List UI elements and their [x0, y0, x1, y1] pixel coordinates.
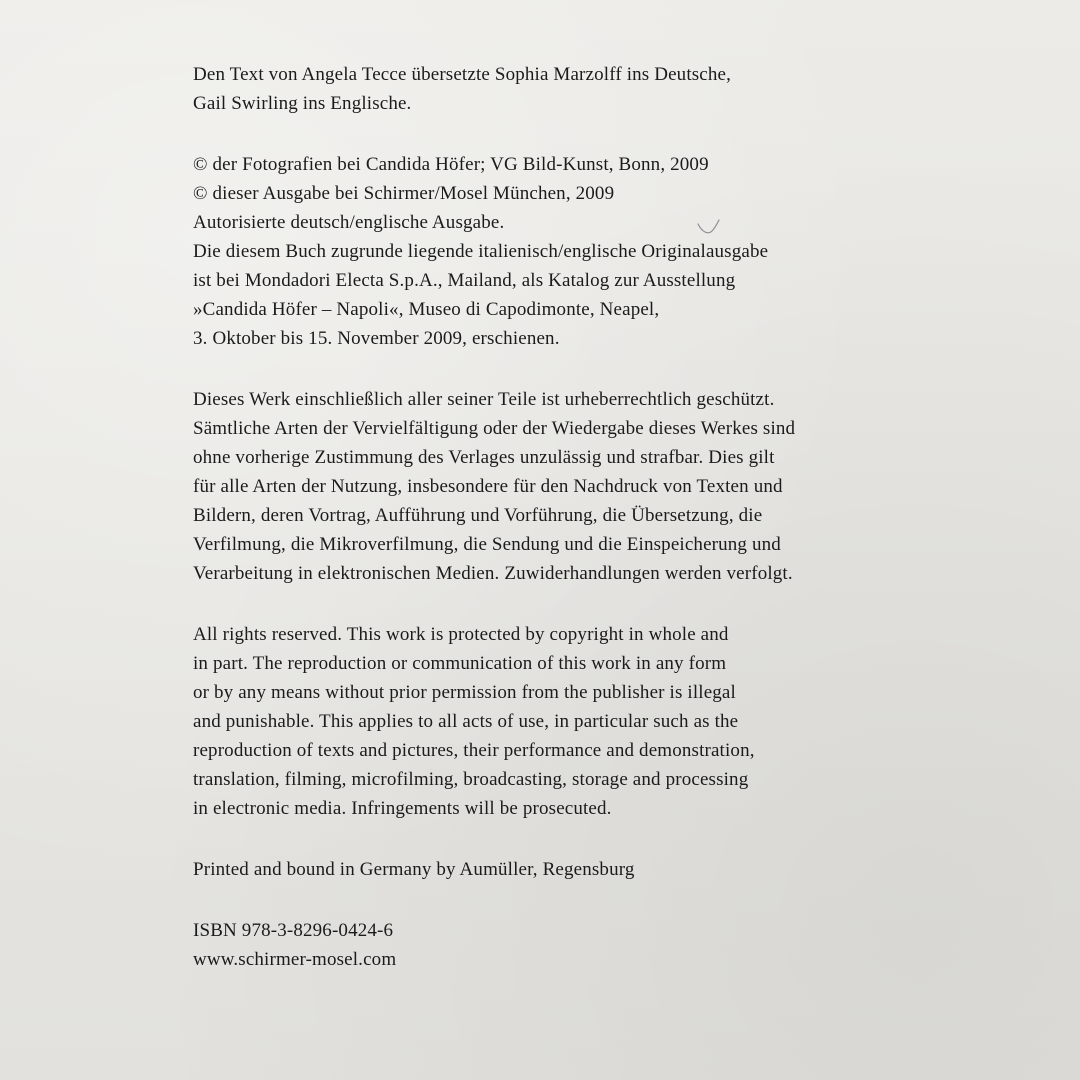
- text-line: Dieses Werk einschließlich aller seiner Teile ist urheberrechtlich geschützt.: [193, 389, 775, 410]
- text-line: translation, filming, microfilming, broadcasting, storage and processing: [193, 769, 749, 790]
- text-line: Printed and bound in Germany by Aumüller, Regensburg: [193, 859, 635, 880]
- text-line: ist bei Mondadori Electa S.p.A., Mailand, als Katalog zur Ausstellung: [193, 270, 736, 291]
- text-line: in electronic media. Infringements will be prosecuted.: [193, 798, 612, 819]
- pencil-checkmark-icon: [696, 218, 722, 238]
- text-line: Gail Swirling ins Englische.: [193, 93, 412, 114]
- text-line: All rights reserved. This work is protected by copyright in whole and: [193, 624, 729, 645]
- translation-credit-paragraph: [193, 60, 1013, 118]
- isbn-paragraph: [193, 916, 1013, 974]
- text-line: Den Text von Angela Tecce übersetzte Sophia Marzolff ins Deutsche,: [193, 64, 732, 85]
- text-line: reproduction of texts and pictures, their performance and demonstration,: [193, 740, 755, 761]
- text-line: Autorisierte deutsch/englische Ausgabe.: [193, 212, 505, 233]
- imprint-text: [193, 60, 1013, 974]
- text-line: or by any means without prior permission from the publisher is illegal: [193, 682, 736, 703]
- website-line: www.schirmer-mosel.com: [193, 949, 397, 970]
- text-line: © dieser Ausgabe bei Schirmer/Mosel München, 2009: [193, 183, 615, 204]
- text-line: »Candida Höfer – Napoli«, Museo di Capodimonte, Neapel,: [193, 299, 660, 320]
- rights-english-paragraph: [193, 620, 1013, 823]
- isbn-line: ISBN 978-3-8296-0424-6: [193, 920, 394, 941]
- rights-german-paragraph: [193, 385, 1013, 588]
- printer-paragraph: [193, 855, 1013, 884]
- text-line: in part. The reproduction or communication of this work in any form: [193, 653, 727, 674]
- text-line: Bildern, deren Vortrag, Aufführung und Vorführung, die Übersetzung, die: [193, 505, 763, 526]
- text-line: © der Fotografien bei Candida Höfer; VG Bild-Kunst, Bonn, 2009: [193, 154, 709, 175]
- copyright-paragraph: [193, 150, 1013, 353]
- text-line: Verfilmung, die Mikroverfilmung, die Sendung und die Einspeicherung und: [193, 534, 781, 555]
- text-line: für alle Arten der Nutzung, insbesondere für den Nachdruck von Texten und: [193, 476, 783, 497]
- text-line: Sämtliche Arten der Vervielfältigung oder der Wiedergabe dieses Werkes sind: [193, 418, 796, 439]
- text-line: ohne vorherige Zustimmung des Verlages unzulässig und strafbar. Dies gilt: [193, 447, 775, 468]
- text-line: 3. Oktober bis 15. November 2009, erschienen.: [193, 328, 560, 349]
- text-line: Verarbeitung in elektronischen Medien. Zuwiderhandlungen werden verfolgt.: [193, 563, 793, 584]
- text-line: and punishable. This applies to all acts of use, in particular such as the: [193, 711, 739, 732]
- text-line: Die diesem Buch zugrunde liegende italienisch/englische Originalausgabe: [193, 241, 769, 262]
